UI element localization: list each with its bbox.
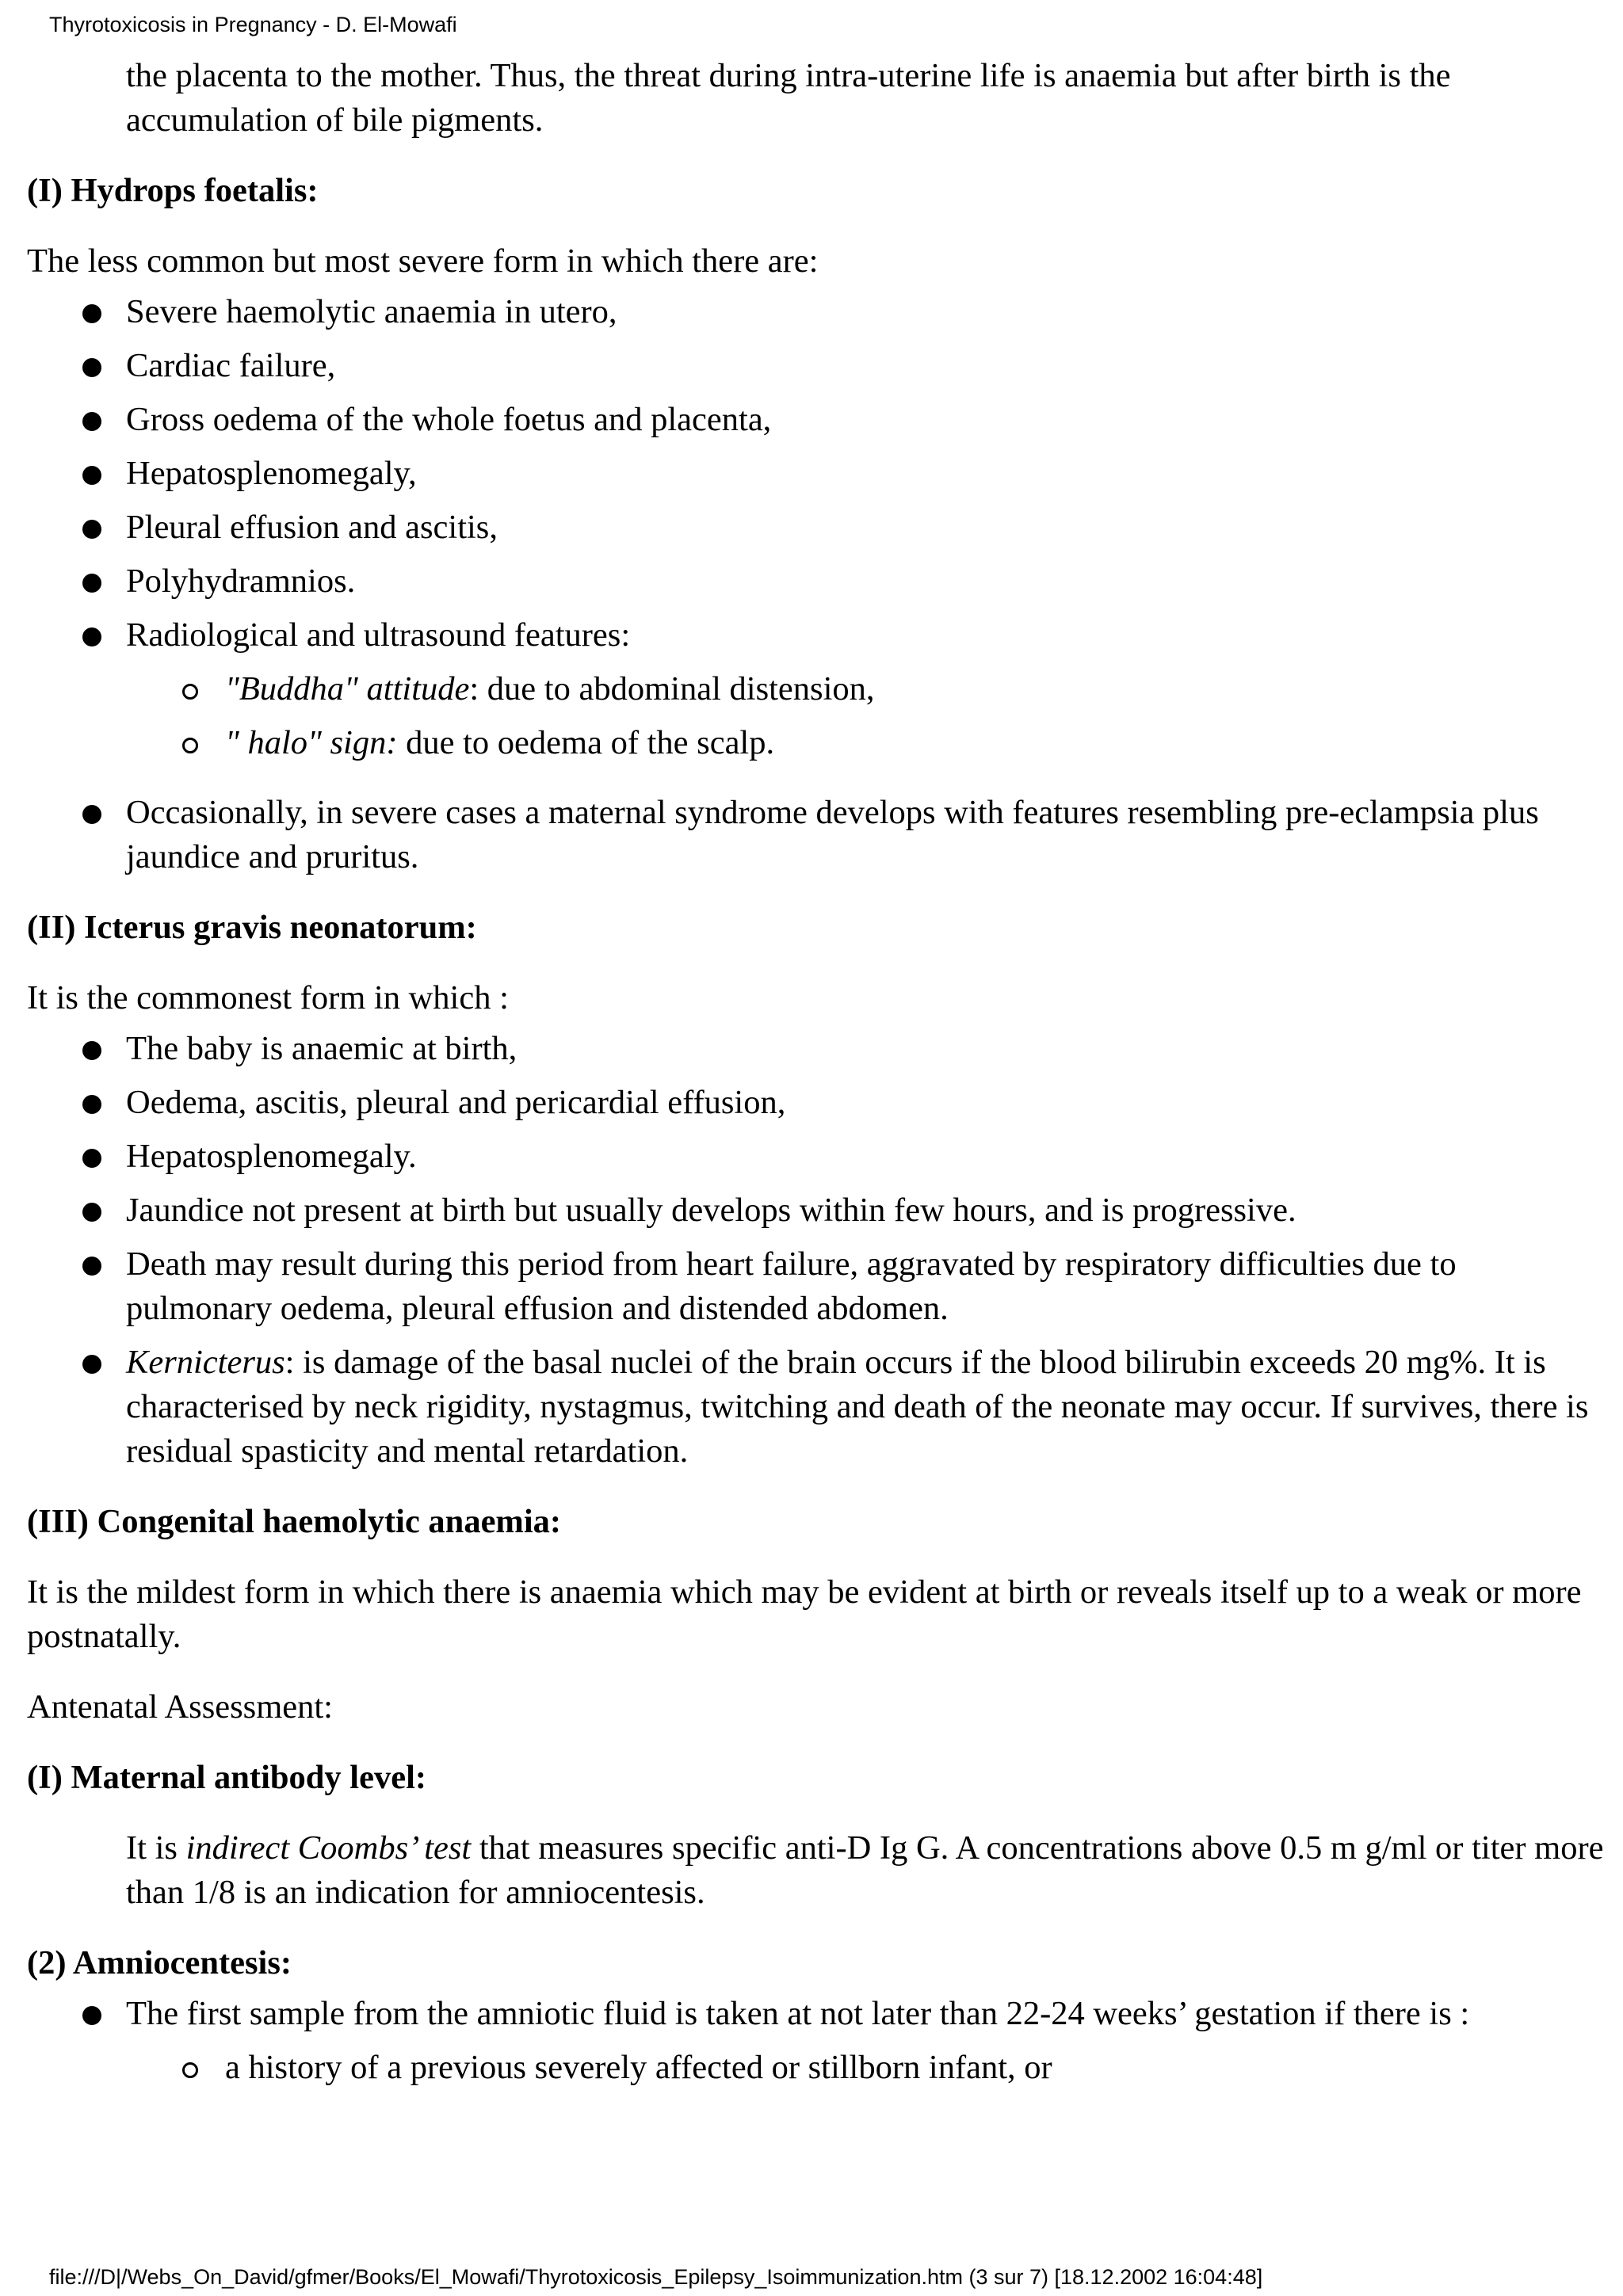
sublist-item: a history of a previous severely affected or stillborn infant, or	[225, 2046, 1604, 2090]
list-item: Hepatosplenomegaly,	[126, 452, 1604, 496]
amniocentesis-list	[126, 1992, 1604, 2090]
list-item	[126, 613, 1604, 765]
halo-term: " halo" sign:	[225, 724, 398, 761]
list-item: Severe haemolytic anaemia in utero,	[126, 290, 1604, 334]
list-item-text: The first sample from the amniotic fluid is taken at not later than 22-24 weeks’ gestation if there is :	[126, 1995, 1470, 2032]
heading-hydrops-foetalis: (I) Hydrops foetalis:	[27, 172, 319, 209]
list-item: Oedema, ascitis, pleural and pericardial effusion,	[126, 1081, 1604, 1125]
list-item: The baby is anaemic at birth,	[126, 1027, 1604, 1071]
antenatal-assessment-label: Antenatal Assessment:	[27, 1688, 333, 1726]
document-body	[27, 54, 1604, 2115]
list-item: Cardiac failure,	[126, 344, 1604, 388]
heading-icterus-gravis: (II) Icterus gravis neonatorum:	[27, 909, 477, 946]
icterus-lead: It is the commonest form in which :	[27, 979, 509, 1016]
hydrops-list	[126, 290, 1604, 879]
congenital-paragraph: It is the mildest form in which there is anaemia which may be evident at birth or reveals itself up to a weak or more postnatally.	[27, 1573, 1582, 1655]
page-header: Thyrotoxicosis in Pregnancy - D. El-Mowafi	[49, 13, 457, 36]
list-item: Death may result during this period from heart failure, aggravated by respiratory difficulties due to pulmonary oedema, pleural effusion and distended abdomen.	[126, 1242, 1604, 1331]
heading-maternal-antibody: (I) Maternal antibody level:	[27, 1759, 427, 1796]
amniocentesis-sublist	[225, 2046, 1604, 2090]
intro-paragraph: the placenta to the mother. Thus, the threat during intra-uterine life is anaemia but after birth is the accumulation of bile pigments.	[126, 57, 1451, 139]
list-item-text: Radiological and ultrasound features:	[126, 616, 631, 654]
list-item	[126, 1992, 1604, 2090]
list-item: Occasionally, in severe cases a maternal syndrome develops with features resembling pre-eclampsia plus jaundice and pruritus.	[126, 791, 1604, 879]
kernicterus-term: Kernicterus	[126, 1344, 285, 1381]
icterus-list	[126, 1027, 1604, 1474]
list-item: Kernicterus: is damage of the basal nuclei of the brain occurs if the blood bilirubin exceeds 20 mg%. It is characterised by neck rigidity, nystagmus, twitching and death of the neonate may occur. If survives, there is residual spasticity and mental retardation.	[126, 1341, 1604, 1474]
list-item: Hepatosplenomegaly.	[126, 1135, 1604, 1179]
hydrops-lead: The less common but most severe form in which there are:	[27, 242, 819, 280]
page-footer-url: file:///D|/Webs_On_David/gfmer/Books/El_Mowafi/Thyrotoxicosis_Epilepsy_Isoimmunization.htm (3 sur 7) [18.12.2002 16:04:48]	[49, 2265, 1263, 2289]
coombs-term: indirect Coombs’ test	[185, 1829, 472, 1867]
list-item: Gross oedema of the whole foetus and placenta,	[126, 398, 1604, 442]
buddha-term: "Buddha" attitude	[225, 670, 470, 707]
heading-congenital-anaemia: (III) Congenital haemolytic anaemia:	[27, 1503, 562, 1540]
heading-amniocentesis: (2) Amniocentesis:	[27, 1944, 292, 1981]
sublist-item: " halo" sign: due to oedema of the scalp.	[225, 721, 1604, 765]
maternal-paragraph: It is indirect Coombs’ test that measures specific anti-D Ig G. A concentrations above 0.5 m g/ml or titer more than 1/8 is an indication for amniocentesis.	[126, 1829, 1604, 1911]
radiological-sublist	[225, 667, 1604, 765]
list-item: Jaundice not present at birth but usually develops within few hours, and is progressive.	[126, 1188, 1604, 1233]
list-item: Polyhydramnios.	[126, 559, 1604, 604]
list-item: Pleural effusion and ascitis,	[126, 505, 1604, 550]
sublist-item: "Buddha" attitude: due to abdominal distension,	[225, 667, 1604, 711]
